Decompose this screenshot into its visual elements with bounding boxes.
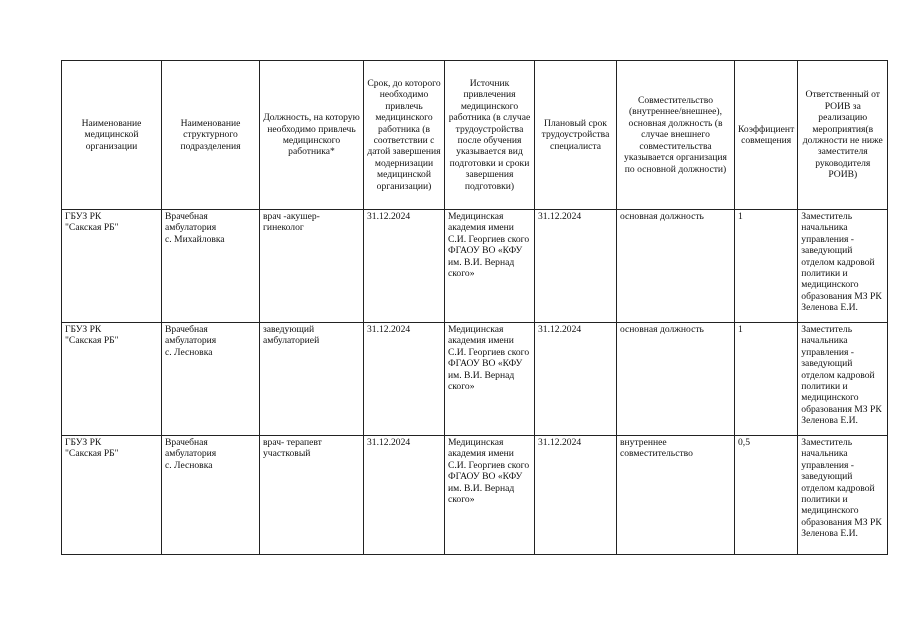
header-deadline: Срок, до которого необходимо привлечь медицинского работника (в соответствии с датой завершения модернизации медицинской организации)	[364, 61, 445, 210]
cell-position: врач- терапевт участковый	[260, 436, 364, 555]
cell-deadline: 31.12.2024	[364, 436, 445, 555]
header-source: Источник привлечения медицинского работника (в случае трудоустройства после обучения указывается вид подготовки и сроки завершения подготовки)	[445, 61, 535, 210]
cell-source: Медицинская академия имени С.И. Георгиев ского ФГАОУ ВО «КФУ им. В.И. Вернад ского»	[445, 323, 535, 436]
header-row	[62, 61, 888, 210]
cell-department: Врачебная амбулатория с. Михайловка	[162, 210, 260, 323]
cell-source: Медицинская академия имени С.И. Георгиев ского ФГАОУ ВО «КФУ им. В.И. Вернад ского»	[445, 210, 535, 323]
cell-combination: внутреннее совместительство	[617, 436, 735, 555]
header-coefficient: Коэффициент совмещения	[735, 61, 798, 210]
cell-coefficient: 1	[735, 323, 798, 436]
table-row	[62, 323, 888, 436]
cell-planned-date: 31.12.2024	[535, 436, 617, 555]
cell-deadline: 31.12.2024	[364, 210, 445, 323]
header-responsible: Ответственный от РОИВ за реализацию мероприятия(в должности не ниже заместителя руководителя РОИВ)	[798, 61, 888, 210]
cell-planned-date: 31.12.2024	[535, 210, 617, 323]
cell-planned-date: 31.12.2024	[535, 323, 617, 436]
cell-deadline: 31.12.2024	[364, 323, 445, 436]
cell-responsible: Заместитель начальника управления - заведующий отделом кадровой политики и медицинского образования МЗ РК Зеленова Е.И.	[798, 323, 888, 436]
cell-combination: основная должность	[617, 210, 735, 323]
header-department: Наименование структурного подразделения	[162, 61, 260, 210]
staffing-table	[61, 60, 888, 555]
header-combination: Совместительство (внутреннее/внешнее), основная должность (в случае внешнего совместительства указывается организация по основной должности)	[617, 61, 735, 210]
cell-department: Врачебная амбулатория с. Лесновка	[162, 323, 260, 436]
cell-coefficient: 1	[735, 210, 798, 323]
cell-combination: основная должность	[617, 323, 735, 436]
table-row	[62, 436, 888, 555]
header-planned-date: Плановый срок трудоустройства специалиста	[535, 61, 617, 210]
cell-responsible: Заместитель начальника управления - заведующий отделом кадровой политики и медицинского образования МЗ РК Зеленова Е.И.	[798, 210, 888, 323]
header-position: Должность, на которую необходимо привлечь медицинского работника*	[260, 61, 364, 210]
header-org: Наименование медицинской организации	[62, 61, 162, 210]
cell-source: Медицинская академия имени С.И. Георгиев ского ФГАОУ ВО «КФУ им. В.И. Вернад ского»	[445, 436, 535, 555]
cell-position: заведующий амбулаторией	[260, 323, 364, 436]
cell-org: ГБУЗ РК "Сакская РБ"	[62, 436, 162, 555]
table-row	[62, 210, 888, 323]
cell-coefficient: 0,5	[735, 436, 798, 555]
cell-position: врач -акушер-гинеколог	[260, 210, 364, 323]
cell-org: ГБУЗ РК "Сакская РБ"	[62, 210, 162, 323]
cell-responsible: Заместитель начальника управления - заведующий отделом кадровой политики и медицинского образования МЗ РК Зеленова Е.И.	[798, 436, 888, 555]
cell-org: ГБУЗ РК "Сакская РБ"	[62, 323, 162, 436]
cell-department: Врачебная амбулатория с. Лесновка	[162, 436, 260, 555]
